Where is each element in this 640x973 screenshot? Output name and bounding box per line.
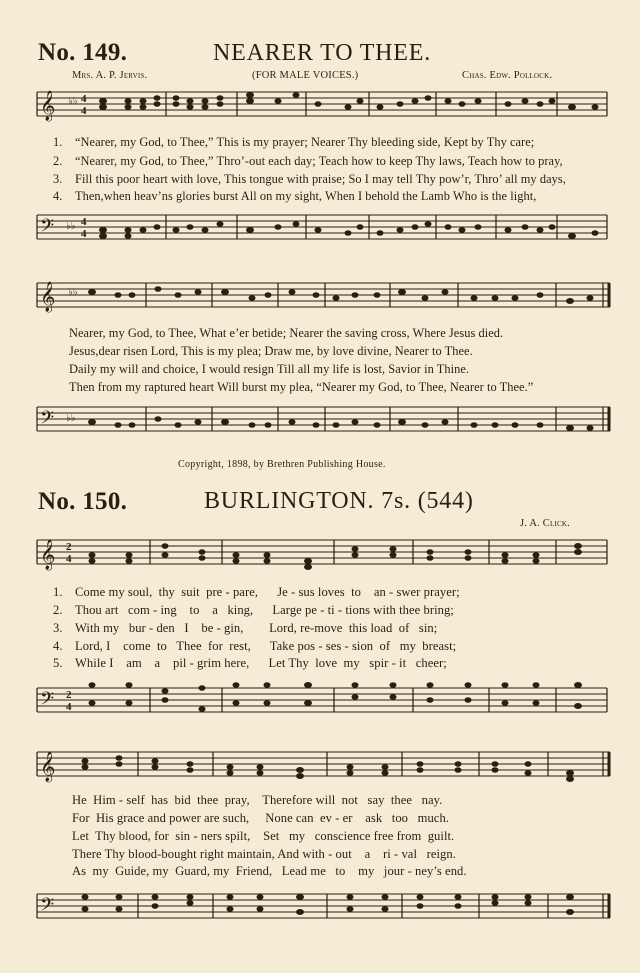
hymn-149-verse-4-line-2: Then from my raptured heart Will burst my plea, “Nearer my God, to Thee, Nearer to Thee.” xyxy=(69,380,534,394)
hymn-150-verse-2-line-1 xyxy=(53,603,454,618)
svg-text:2: 2 xyxy=(66,541,72,553)
svg-text:𝄢: 𝄢 xyxy=(40,407,55,432)
lyric-text: While I am a pil - grim here, Let Thy love my spir - it cheer; xyxy=(75,656,447,670)
hymn-150-verse-2-line-2: For His grace and power are such, None can ev - er ask too much. xyxy=(72,811,449,825)
lyric-text: Thou art com - ing to a king, Large pe - ti - tions with thee bring; xyxy=(75,603,454,617)
svg-text:4: 4 xyxy=(66,553,72,565)
svg-text:♭♭: ♭♭ xyxy=(66,221,76,232)
lyric-text: “Nearer, my God, to Thee,” This is my prayer; Nearer Thy bleeding side, Kept by Thy care; xyxy=(75,135,535,149)
hymn-149-number: No. 149. xyxy=(38,39,128,66)
hymn-149-composer: Chas. Edw. Pollock. xyxy=(462,70,553,81)
hymn-150-number: No. 150. xyxy=(38,488,128,515)
hymn-150-verse-4-line-2: There Thy blood-bought right maintain, And with - out a ri - val reign. xyxy=(72,847,456,861)
verse-number: 5. xyxy=(53,656,63,670)
svg-text:𝄞: 𝄞 xyxy=(40,540,56,569)
hymn-150-verse-4-line-1 xyxy=(53,639,456,654)
hymn-150-system-2-treble-staff xyxy=(0,748,640,792)
hymn-150-verse-3-line-1 xyxy=(53,621,437,636)
svg-text:2: 2 xyxy=(66,689,72,701)
hymn-149-verse-1-line-1 xyxy=(53,135,534,150)
lyric-text: With my bur - den I be - gin, Lord, re-move this load of sin; xyxy=(75,621,438,635)
verse-number: 3. xyxy=(53,621,63,635)
lyric-text: “Nearer, my God, to Thee,” Thro’-out each day; Teach how to keep Thy laws, Teach how to pray, xyxy=(75,154,563,168)
svg-text:♭♭: ♭♭ xyxy=(66,413,76,424)
svg-text:4: 4 xyxy=(81,93,87,105)
verse-number: 2. xyxy=(53,154,63,168)
verse-number: 4. xyxy=(53,639,63,653)
hymn-149-voicing-note: (FOR MALE VOICES.) xyxy=(252,70,359,81)
hymn-150-verse-3-line-2: Let Thy blood, for sin - ners spilt, Set my conscience free from guilt. xyxy=(72,829,455,843)
hymn-149-copyright: Copyright, 1898, by Brethren Publishing House. xyxy=(178,459,386,470)
svg-text:4: 4 xyxy=(81,216,87,228)
verse-number: 1. xyxy=(53,585,63,599)
verse-number: 4. xyxy=(53,189,63,203)
hymn-149-verse-3-line-1 xyxy=(53,172,566,187)
hymn-150-system-1-treble-staff xyxy=(0,536,640,580)
lyric-text: Lord, I come to Thee for rest, Take pos - ses - sion of my breast; xyxy=(75,639,457,653)
lyric-text: Fill this poor heart with love, This tongue with praise; So I may tell Thy pow’r, Thro’ all my days, xyxy=(75,172,566,186)
lyric-text: Come my soul, thy suit pre - pare, Je - sus loves to an - swer prayer; xyxy=(75,585,460,599)
hymn-150-composer: J. A. Click. xyxy=(520,518,570,529)
hymn-150-verse-1-line-1 xyxy=(53,585,460,600)
hymn-150-system-1-bass-staff xyxy=(0,680,640,728)
svg-text:𝄢: 𝄢 xyxy=(40,688,55,713)
svg-text:4: 4 xyxy=(81,228,87,240)
svg-text:𝄢: 𝄢 xyxy=(40,894,55,919)
hymn-150-verse-5-line-1 xyxy=(53,656,447,671)
verse-number: 3. xyxy=(53,172,63,186)
svg-text:♭♭: ♭♭ xyxy=(68,96,78,107)
hymn-149-author: Mrs. A. P. Jervis. xyxy=(72,70,148,81)
svg-text:𝄞: 𝄞 xyxy=(40,91,56,120)
hymn-149-system-2-treble-staff xyxy=(0,279,640,319)
verse-number: 2. xyxy=(53,603,63,617)
svg-text:♭♭: ♭♭ xyxy=(68,287,78,298)
hymn-149-verse-3-line-2: Daily my will and choice, I would resign Till all my life is lost, Savior in Thine. xyxy=(69,362,470,376)
svg-text:4: 4 xyxy=(81,105,87,117)
hymn-150-verse-1-line-2: He Him - self has bid thee pray, Therefore will not say thee nay. xyxy=(72,793,443,807)
hymn-149-system-2-bass-staff xyxy=(0,403,640,453)
svg-text:𝄞: 𝄞 xyxy=(40,752,56,781)
hymn-149-verse-1-line-2: Nearer, my God, to Thee, What e’er betide; Nearer the saving cross, Where Jesus died. xyxy=(69,326,504,340)
hymn-149-verse-4-line-1 xyxy=(53,189,536,204)
hymn-149-system-1-bass-staff xyxy=(0,211,640,261)
lyric-text: Then,when heav’ns glories burst All on my sight, When I behold the Lamb Who is the light, xyxy=(75,189,537,203)
hymn-149-verse-2-line-2: Jesus,dear risen Lord, This is my plea; Draw me, by love divine, Nearer to Thee. xyxy=(69,344,473,358)
hymn-149-title: NEARER TO THEE. xyxy=(213,40,432,66)
svg-text:𝄢: 𝄢 xyxy=(40,215,55,240)
hymn-150-verse-5-line-2: As my Guide, my Guard, my Friend, Lead me to my jour - ney’s end. xyxy=(72,864,467,878)
svg-text:𝄞: 𝄞 xyxy=(40,282,56,311)
verse-number: 1. xyxy=(53,135,63,149)
hymn-149-verse-2-line-1 xyxy=(53,154,563,169)
hymn-150-title: BURLINGTON. 7s. (544) xyxy=(204,488,474,514)
hymn-149-system-1-treble-staff xyxy=(0,88,640,128)
svg-text:4: 4 xyxy=(66,701,72,713)
hymn-150-system-2-bass-staff xyxy=(0,886,640,936)
